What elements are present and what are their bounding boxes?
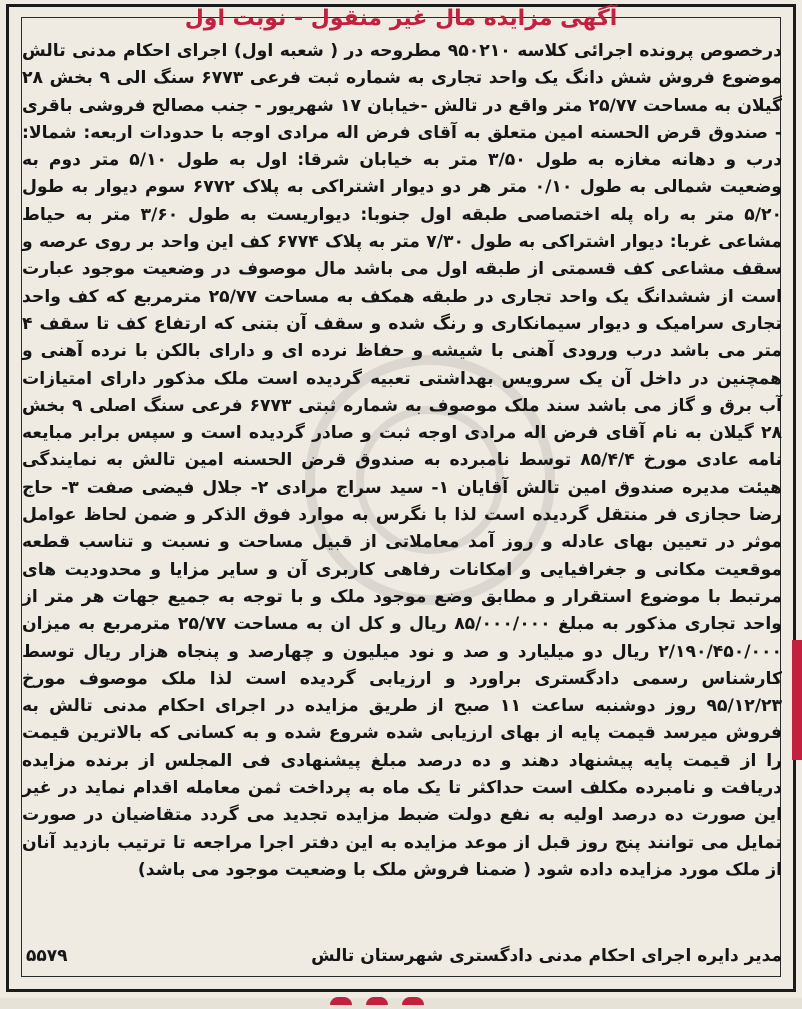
notice-code: ۵۵۷۹ — [26, 946, 68, 966]
side-color-tab — [792, 640, 802, 760]
notice-body: درخصوص پرونده اجرائی کلاسه ۹۵۰۲۱۰ مطروحه در ( شعبه اول) اجرای احکام مدنی تالش موضوع فروش شش دانگ یک واحد تجاری به شماره ثبت فرعی ۶۷۷۳ سنگ الی ۹ بخش ۲۸ گیلان به مساحت ۲۵/۷۷ متر واقع در تالش -خیابان ۱۷ شهریور - جنب مصالح فروشی باقری - صندوق قرض الحسنه امین متعلق به آقای فرض اله مرادی اوجه با حدودات اربعه: شمالا: درب و دهانه مغازه به طول ۳/۵۰ متر به خیابان شرقا: اول به طول ۵/۱۰ متر دوم به وضعیت شمالی به طول ۰/۱۰ متر هر دو دیوار اشتراکی به پلاک ۶۷۷۲ سوم دیوار به طول ۵/۲۰ متر به راه پله اختصاصی طبقه اول جنوبا: دیواریست به طول ۳/۶۰ متر به حیاط مشاعی غربا: دیوار اشتراکی به طول ۷/۳۰ متر به پلاک ۶۷۷۴ کف این واحد بر روی عرصه و سقف مشاعی کف قسمتی از طبقه اول می باشد مال موصوف در وضعیت موجود عبارت است از ششدانگ یک واحد تجاری در طبقه همکف به مساحت ۲۵/۷۷ مترمربع که کف واحد تجاری سرامیک و دیوار سیمانکاری و رنگ شده و سقف آن بتنی که ارتفاع کف تا سقف ۴ متر می باشد درب ورودی آهنی با شیشه و حفاظ نرده ای و دارای بالکن با نرده آهنی و همچنین در داخل آن یک سرویس بهداشتی تعبیه گردیده است ملک مذکور دارای امتیازات آب برق و گاز می باشد سند ملک موصوف به شماره ثبتی ۶۷۷۳ فرعی سنگ اصلی ۹ بخش ۲۸ گیلان به نام آقای فرض اله مرادی اوجه ثبت و صادر گردیده است و سپس برابر مبایعه نامه عادی مورخ ۸۵/۴/۴ توسط نامبرده به صندوق قرض الحسنه امین تالش به نمایندگی هیئت مدیره صندوق امین تالش آقایان ۱- سید سراج مرادی ۲- جلال فیضی صفت ۳- حاج رضا حجازی فر منتقل گردیده است لذا با نگرس به موارد فوق الذکر و ضمن لحاظ عوامل موثر در تعیین بهای عادله و روز آمد معاملاتی از قبیل مساحت و نسبت و تناسب قطعه موقعیت مکانی و جغرافیایی و امکانات رفاهی کاربری آن و سایر مزایا و محدودیت های مرتبط با موضوع استقرار و مطابق وضع موجود ملک و با توجه به جمیع جهات هر متر از واحد تجاری مذکور به مبلغ ۸۵/۰۰۰/۰۰۰ ریال و کل ان به مساحت ۲۵/۷۷ مترمربع به میزان ۲/۱۹۰/۴۵۰/۰۰۰ ریال دو میلیارد و صد و نود میلیون و چهارصد و پنجاه هزار ریال توسط کارشناس رسمی دادگستری براورد و ارزیابی گردیده است لذا ملک موصوف مورخ ۹۵/۱۲/۲۳ روز دوشنبه ساعت ۱۱ صبح از طریق مزایده در اجرای احکام مدنی تالش به فروش میرسد قیمت پایه از بهای ارزیابی شده شروع شده و به کسانی که بالاترین قیمت را از قیمت پایه پیشنهاد دهند و ده درصد مبلغ پیشنهادی فی المجلس از برنده مزایده دریافت و نامبرده مکلف است حداکثر تا یک ماه به پرداخت ثمن معامله اقدام نماید در غیر این صورت ده درصد اولیه به نفع دولت ضبط مزایده تجدید می گردد متقاضیان در صورت تمایل می توانند پنج روز قبل از موعد مزایده به این دفتر اجرا مراجعه تا ترتیب بازدید آنان از ملک مورد مزایده داده شود ( ضمنا فروش ملک با وضعیت موجود می باشد) — [22, 41, 783, 880]
bottom-decoration — [330, 990, 630, 998]
notice-signature: مدیر دایره اجرای احکام مدنی دادگستری شهرستان تالش — [311, 946, 782, 966]
notice-title: آگهی مزایده مال غیر منقول - نوبت اول — [184, 6, 618, 31]
